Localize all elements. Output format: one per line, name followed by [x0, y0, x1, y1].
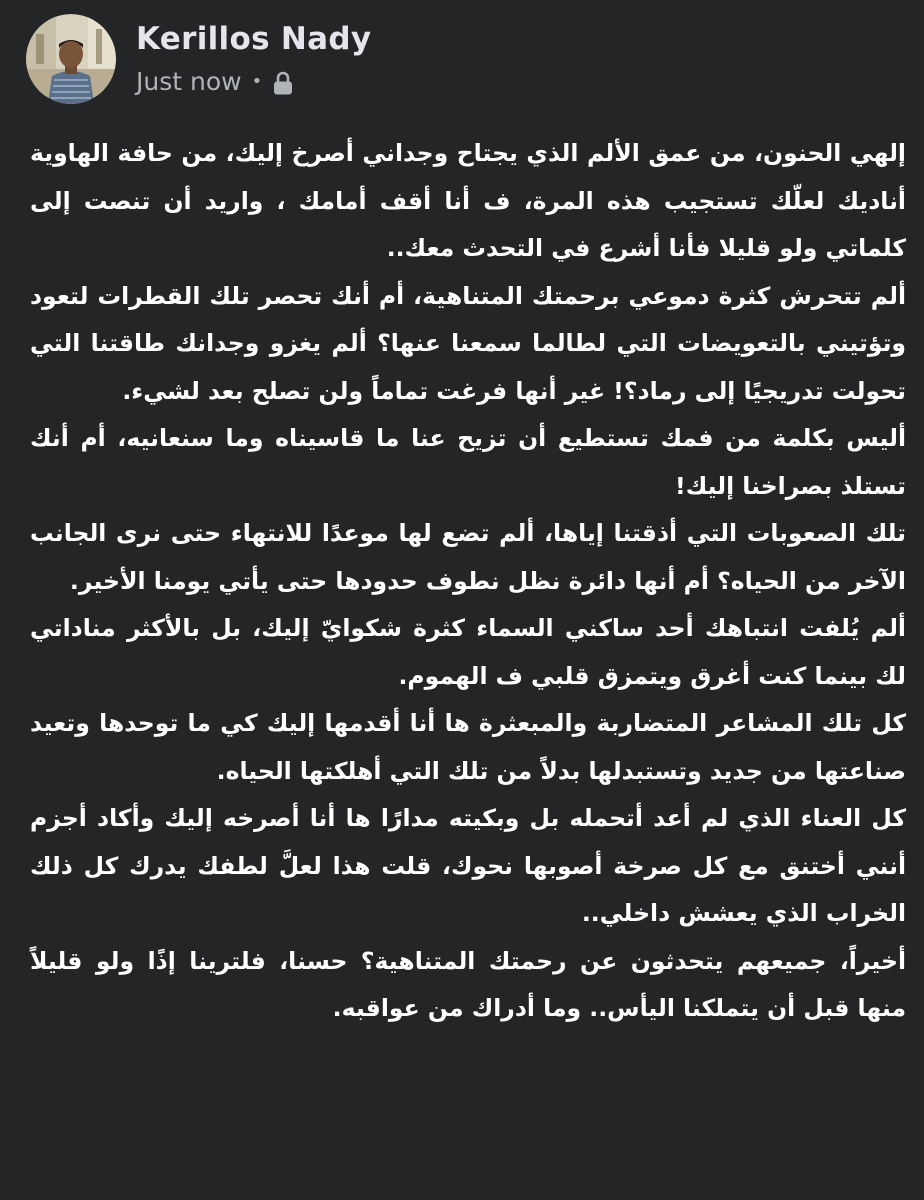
post-header — [26, 12, 371, 106]
post-paragraph: أخيراً، جميعهم يتحدثون عن رحمتك المتناهية؟ حسنا، فلترينا إذًا ولو قليلاً منها قبل أن يتملكنا اليأس.. وما أدراك من عواقبه. — [30, 946, 906, 1022]
avatar[interactable] — [26, 14, 116, 104]
lock-icon[interactable] — [272, 70, 294, 94]
post-meta — [136, 65, 371, 99]
post-paragraph: ألم تتحرش كثرة دموعي برحمتك المتناهية، أم أنك تحصر تلك القطرات لتعود وتؤتيني بالتعويضات التي لطالما سمعنا عنها؟ ألم يغزو وجدانك طاقتنا التي تحولت تدريجيًا إلى رماد؟! غير أنها فرغت تماماً ولن تصلح بعد لشيء. — [30, 281, 906, 405]
avatar-photo — [26, 14, 116, 104]
post-paragraph: كل تلك المشاعر المتضاربة والمبعثرة ها أنا أقدمها إليك كي ما توحدها وتعيد صناعتها من جديد وتستبدلها بدلاً من تلك التي أهلكتها الحياه. — [30, 709, 906, 785]
meta-separator: • — [251, 71, 263, 92]
post-paragraph: ألم يُلفت انتباهك أحد ساكني السماء كثرة شكوايّ إليك، بل بالأكثر مناداتي لك بينما كنت أغرق ويتمزق قلبي ف الهموم. — [30, 614, 906, 690]
post-paragraph: كل العناء الذي لم أعد أتحمله بل وبكيته مدارًا ها أنا أصرخه إليك وأكاد أجزم أنني أختنق مع كل صرخة أصوبها نحوك، قلت هذا لعلَّ لطفك يدرك كل ذلك الخراب الذي يعشش داخلي.. — [30, 804, 906, 927]
post-paragraph: إلهي الحنون، من عمق الألم الذي يجتاح وجداني أصرخ إليك، من حافة الهاوية أناديك لعلّك تستجيب هذه المرة، ف أنا أقف أمامك ، واريد أن تنصت إلى كلماتي ولو قليلا فأنا أشرع في التحدث معك.. — [30, 139, 906, 262]
author-block — [136, 19, 371, 99]
post-paragraph: أليس بكلمة من فمك تستطيع أن تزيح عنا ما قاسيناه وما سنعانيه، أم أنك تستلذ بصراخنا إليك! — [30, 424, 906, 500]
author-name[interactable]: Kerillos Nady — [136, 21, 372, 57]
post-body — [30, 130, 906, 1033]
timestamp[interactable]: Just now — [136, 67, 242, 96]
post-paragraph: تلك الصعوبات التي أذقتنا إياها، ألم تضع لها موعدًا للانتهاء حتى نرى الجانب الآخر من الحياه؟ أم أنها دائرة نظل نطوف حدودها حتى يأتي يومنا الأخير. — [30, 519, 906, 595]
